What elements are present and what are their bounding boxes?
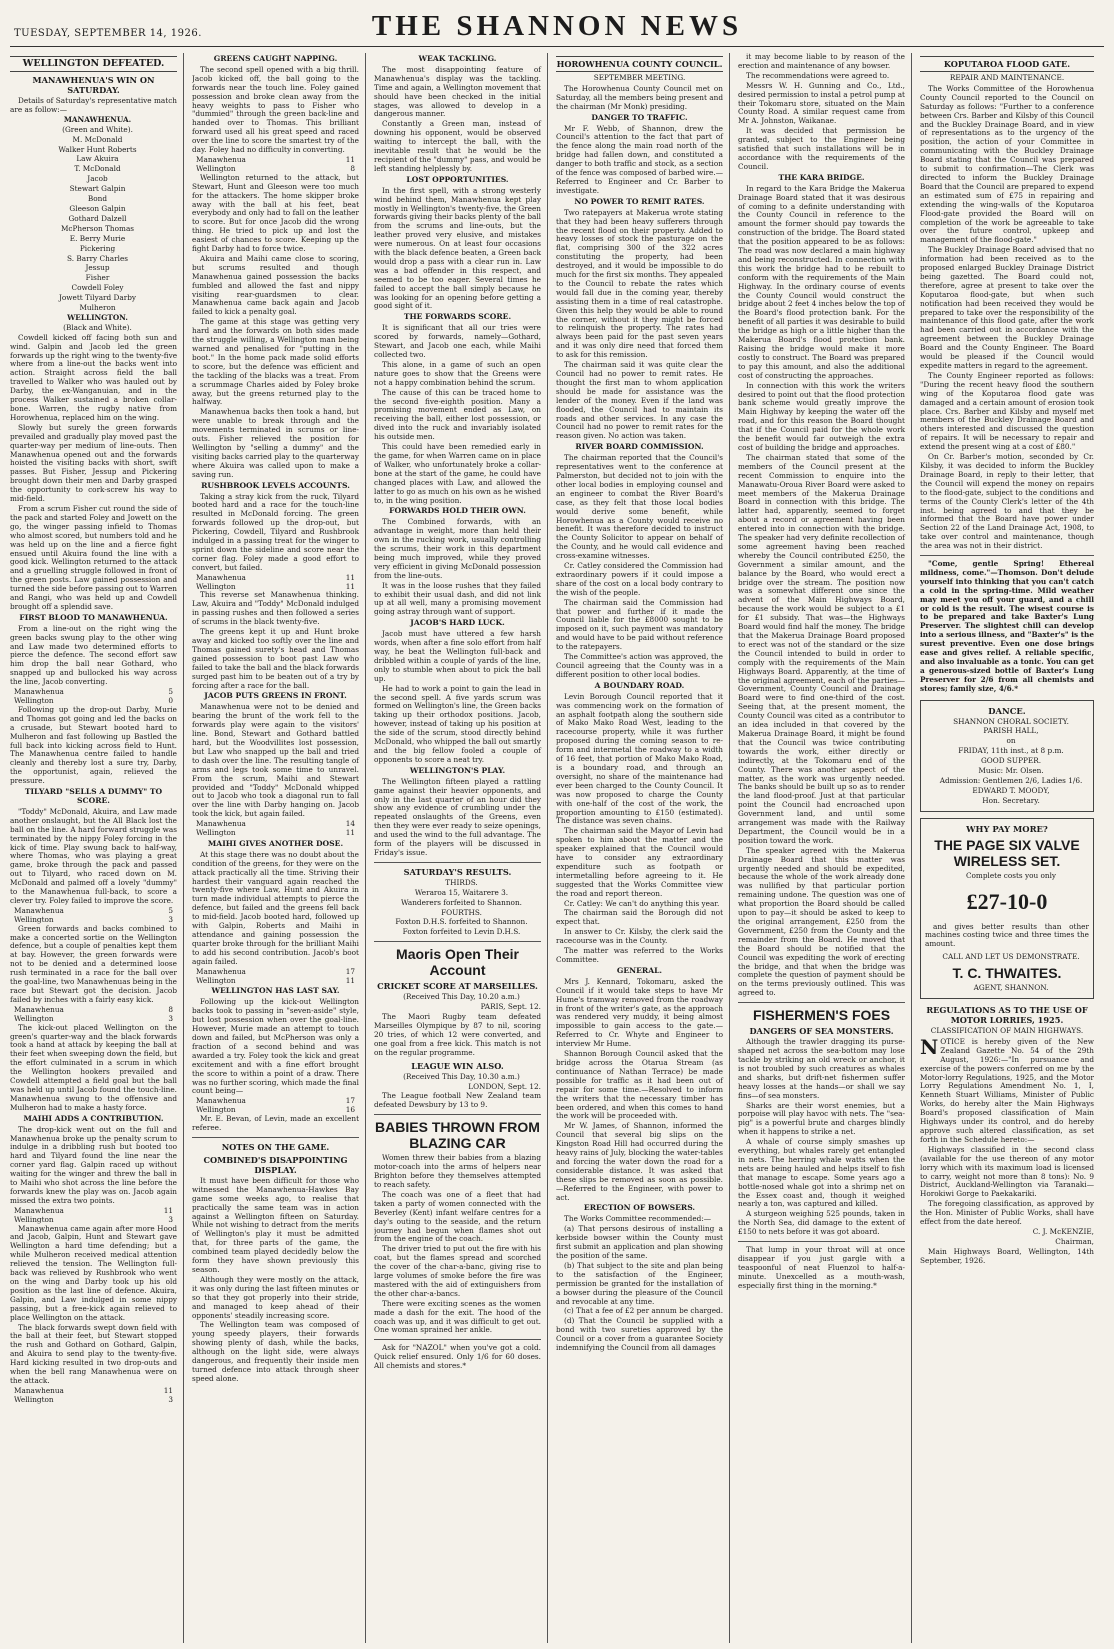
paragraph: It is significant that all our tries were scored by forwards, namely—Gothard, Stewart, and Jacob one each, while Maihi collected two. xyxy=(374,323,541,359)
score-table xyxy=(10,688,177,706)
paragraph: The Works Committee of the Horowhenua County Council reported to the Council on Saturday as follows: "Further to a conference between Crs. Barber and Kilsby of this Council and the Buckley Drainage Board, and in view of representations as to the urgency of the position, the action of your Committee in communicating with the Buckley Drainage Board stating that the Council was prepared to submit to confirmation—The Clerk was directed to inform the Buckley Drainage Board that the Council are prepared to expend an estimated sum of £75 in repairing and extending the wing-walls of the Koputaroa Flood-gate provided the Board will on completion of the work be agreeable to take over the future control, upkeep and management of the flood-gate." xyxy=(920,83,1094,245)
score-team: Wellington xyxy=(196,581,236,591)
paragraph: In answer to Cr. Kilsby, the clerk said the racecourse was in the County. xyxy=(556,927,723,946)
paragraph: Cr. Catley considered the Commission had extraordinary powers if it could impose a share of the cost on a local body contrary to the wish of the people. xyxy=(556,561,723,597)
paragraph: Mrs J. Kennard, Tokomaru, asked the Council if it would take steps to have Mr Hume's tramway removed from the roadway in front of the writer's gate, as the approach was rendered very muddy, it being almost impossible to gain access to the gate.—Referred to Cr. Whyte and Engineer to interview Mr Hume. xyxy=(556,976,723,1049)
score-points: 11 xyxy=(163,1385,173,1395)
section-heading: A BOUNDARY ROAD. xyxy=(594,680,685,690)
column-1 xyxy=(10,53,184,1643)
divider xyxy=(374,941,541,942)
score-points: 11 xyxy=(345,154,355,164)
paragraph: A sturgeon weighing 525 pounds, taken in the North Sea, did damage to the extent of £150 to nets before it was got aboard. xyxy=(738,1209,905,1237)
notice-heading: REGULATIONS AS TO THE USE OF MOTOR LORRIES, 1925. xyxy=(926,1005,1088,1026)
ad-text: and gives better results than other machines costing twice and three times the amount. xyxy=(925,921,1089,949)
paragraph: (c) That a fee of £2 per annum be charged. xyxy=(564,1306,724,1316)
paragraph: At this stage there was no doubt about the condition of the greens, for they were on the attack practically all the time. Striving their hardest their vanguard again reached the twenty-five where Law, Hunt and Akuira in turn made individual attempts to pierce the defence, but failed and the greens fell back to mid-field. Jacob booted hard, followed up with Galpin, Roberts and Maihi in attendance and gaining possession the quarter broke through for the brilliant Maihi to add his second contribution. Jacob's boot again failed. xyxy=(192,849,359,966)
paragraph: Following up the kick-out Wellington backs took to passing in "seven-aside" style, but lost possession when over the goal-line. However, Murie made an attempt to touch down and failed, but McPherson was only a fraction of a second behind and was awarded a try. Foley took the kick and great excitement and with a fine effort brought the score to within a point of a draw. There was no further scoring, which made the final count being— xyxy=(192,997,359,1096)
paragraph: It must have been difficult for those who witnessed the Manawhenua-Hawkes Bay game some weeks ago, to realise that practically the same team was in action against a Wellington fifteen on Saturday. While not wishing to detract from the merits of Wellington's play it must be admitted that, for three parts of the game, the combined team played decidedly below the form they have shown previously this season. xyxy=(192,1175,359,1274)
article-heading: KOPUTAROA FLOOD GATE. xyxy=(920,56,1094,72)
paragraph: Manawhenua were not to be denied and bearing the brunt of the work fell to the forwards play were again to the visitors' line. Bond, Stewart and Gothard battled hard, but the Woodvillites lost possession, but Law who snapped up the ball and tried to dash over the line. The resulting tangle of arms and legs took some time to unravel. From the scrum, Maihi and Stewart provided and "Toddy" McDonald whipped out to Jacob who took a diagonal run to fall over the line with Darby hanging on. Jacob took the kick, but again failed. xyxy=(192,702,359,819)
result-line: Wanderers forfeited to Shannon. xyxy=(401,897,522,907)
paragraph: Mr F. Webb, of Shannon, drew the Council's attention to the fact that part of the fence along the main road north of the bridge had fallen down, and constituted a danger to both traffic and stock, as a section of the fence was composed of barbed wire.—Referred to Engineer and Cr. Barber to investigate. xyxy=(556,123,723,195)
lineup-line: Fisher xyxy=(85,273,110,283)
article-heading: HOROWHENUA COUNTY COUNCIL. xyxy=(556,56,723,72)
article-subheading: REPAIR AND MAINTENANCE. xyxy=(949,73,1065,82)
paragraph: Taking a stray kick from the ruck, Tilyard booted hard and a race for the touch-line resulted in McDonald forcing. The green forwards followed up the drop-out, but Pickering, Cowdell, Tilyard and Rushbrook indulged in a passing treat for the winger to sprint down the sideline and score near the corner flag. Foley made a good effort to convert, but failed. xyxy=(192,491,359,572)
paragraph: The Buckley Drainage Board advised that no information had been received as to the proposed enlarged Buckley Drainage District being gazetted. The Board could not, therefore, agree at present to take over the Koputaroa flood-gate, but when such notification had been received they would be prepared to take over the responsibility of the maintenance of this flood gate, after the work had been carried out in accordance with the agreement between the Buckley Drainage Board and the County Engineer. The Board would be pleased if the Council would expedite matters in regard to the agreement. xyxy=(920,245,1094,370)
column-2 xyxy=(192,53,366,1643)
section-heading: ERECTION OF BOWSERS. xyxy=(583,1203,696,1213)
score-team: Manawhenua xyxy=(196,1096,246,1106)
dateline-place: PARIS, Sept. 12. xyxy=(480,1002,541,1012)
score-points: 11 xyxy=(345,828,355,838)
team-colours: (Black and White). xyxy=(63,322,132,332)
paragraph: This alone, in a game of such an open nature goes to show that the Greens were not a happy combination behind the scrum. xyxy=(374,359,541,387)
paragraph: Mr W. James, of Shannon, informed the Council that several big slips on the Kingston Road Hill had occurred during the heavy rains of July, blocking the water-tables and forcing the water down the road for a considerable distance. It was asked that these slips be removed as soon as possible.—Referred to the Engineer, with power to act. xyxy=(556,1121,723,1202)
section-heading: DANGER TO TRAFFIC. xyxy=(591,112,688,122)
score-row xyxy=(192,977,359,986)
paragraph: The Wellington team was composed of young speedy players, their forwards showing plenty of dash, while the backs, although on the light side, were always dangerous, and frequently their inside men turned defence into attack through sheer speed alone. xyxy=(192,1320,359,1383)
team-lineup xyxy=(10,136,177,313)
paragraph: Constantly a Green man, instead of downing his opponent, would be observed waiting to intercept the ball, with the inevitable result that he would be the recipient of the "dummy" pass, and would be left standing helplessly by. xyxy=(374,119,541,173)
team-name: WELLINGTON. xyxy=(67,312,128,322)
result-line: Foxton D.H.S. forfeited to Shannon. xyxy=(395,917,528,927)
section-heading: RUSHBROOK LEVELS ACCOUNTS. xyxy=(201,480,350,490)
section-heading: GENERAL. xyxy=(616,965,663,975)
score-points: 17 xyxy=(345,966,355,976)
ad-line: FRIDAY, 11th inst., at 8 p.m. xyxy=(958,746,1064,756)
score-team: Wellington xyxy=(14,914,54,924)
paragraph: Highways classified in the second class (available for the use thereon of any motor lorry which with its maximum load is licensed to carry, weight not more than 8 tons): No. 9 District, Auckland-Wellington via Taranaki—Horokiwi Gorge to Paekakariki. xyxy=(920,1144,1094,1199)
article-heading: LEAGUE WIN ALSO. xyxy=(411,1060,504,1071)
paragraph: The chairman said the Commission had that power and further if it made the Council liable for the £8000 sought to be imposed on it, such payment was mandatory and would have to be paid without reference to the ratepayers. xyxy=(556,597,723,652)
divider xyxy=(738,1002,905,1003)
section-heading: THE FORWARDS SCORE. xyxy=(403,312,512,322)
paragraph: Manawhenua came again after more Hood and Jacob, Galpin, Hunt and Stewart gave Wellington a hard time defending; but a while Mulheron received medical attention relieved the tension. The Wellington full-back was relieved by Rushbrook who went on the wing and Darby took up his old position as the last line of defence. Akuira, Galpin, and Law indulged in some nippy passing, but a free-kick again relieved to place Wellington on the attack. xyxy=(10,1223,177,1322)
score-team: Manawhenua xyxy=(196,572,246,582)
results-list xyxy=(374,879,541,937)
divider xyxy=(920,555,1094,556)
paragraph: Sharks are their worst enemies, but a porpoise will play havoc with nets. The "sea-pig" is a powerful brute and charges blindly when it happens to strike a net. xyxy=(738,1100,905,1137)
paragraph: In regard to the Kara Bridge the Makerua Drainage Board stated that it was desirous of coming to a definite understanding with the County Council in reference to the amount the former should pay towards the construction of the bridge. The Board stated that the position appeared to be as follows: The road was now declared a main highway and being reconstructed. In connection with this work the bridge had to be rebuilt to conform with the requirements of the Main Highway. In the ordinary course of events the County Council would construct the bridge about 2 feet 4 inches below the top of the Board's flood protection bank. For the benefit of all parties it was desirable to build the bridge as high or a little higher than the Makerua Board's flood protection bank. Raising the bridge would make it more costly to construct. The Board was prepared to pay this amount, and also the additional cost of constructing the approaches. xyxy=(738,183,905,380)
paragraph: It was in the loose rushes that they failed to exhibit their usual dash, and did not link up at all well, many a promising movement going astray through want of support. xyxy=(374,580,541,617)
ad-lines xyxy=(925,718,1089,806)
paragraph: The drop-kick went out on the full and Manawhenua broke up the penalty scrum to indulge in a dribbling rush but booted too hard and Tilyard found the line near the corner yard flag. Galpin raced up without waiting for the winger and threw the ball in to Maihi who shot across the line before the forwards knew the play was on. Jacob again missed the extra two points. xyxy=(10,1124,177,1205)
lineup-line: E. Berry Murie xyxy=(69,233,126,243)
score-table xyxy=(192,820,359,838)
paragraph: The League football New Zealand team defeated Dewsbury by 13 to 9. xyxy=(374,1091,541,1110)
article-subheading: MANAWHENUA'S WIN ON SATURDAY. xyxy=(32,75,155,95)
score-team: Manawhenua xyxy=(14,687,64,697)
paragraph: it may become liable to by reason of the erection and maintenance of any bowser. xyxy=(738,53,905,70)
divider xyxy=(738,1241,905,1242)
score-table xyxy=(192,156,359,174)
advertisement-text: Ask for "NAZOL" when you've got a cold. Quick relief ensured. Only 1/6 for 60 doses. All chemists and stores.* xyxy=(374,1343,541,1371)
section-heading: NO POWER TO REMIT RATES. xyxy=(574,196,705,206)
score-points: 14 xyxy=(345,819,355,829)
section-heading: JACOB'S HARD LUCK. xyxy=(410,618,505,628)
ad-tagline: WHY PAY MORE? xyxy=(966,823,1048,834)
paragraph: The Works Committee recommended:— xyxy=(564,1214,712,1224)
score-team: Wellington xyxy=(14,1394,54,1404)
section-heading: THE KARA BRIDGE. xyxy=(778,172,865,182)
score-team: Manawhenua xyxy=(14,905,64,915)
paragraph: Levin Borough Council reported that it was commencing work on the formation of an asphalt footpath along the southern side of Mako Mako Road West, leading to the racecourse property, while it was further proposed during the coming season to re-form and intermetal the roadway to a width of 16 feet, that portion of Mako Mako Road, is a boundary road, and through an oversight, no share of the maintenance had ever been charged to the County Council. It was now proposed to charge the County with one-half of the cost of the work, the proportion amounting to £150 (estimated). The distance was seven chains. xyxy=(556,691,723,826)
paragraph: The foregoing classification, as approved by the Hon. Minister of Public Works, shall have effect from the date hereof. xyxy=(920,1199,1094,1227)
paragraph: Women threw their babies from a blazing motor-coach into the arms of helpers near Brighton before they themselves attempted to reach safety. xyxy=(374,1153,541,1189)
section-heading: WELLINGTON'S PLAY. xyxy=(409,765,506,775)
paragraph: Mr. E. Bevan, of Levin, made an excellent referee. xyxy=(192,1114,359,1133)
paragraph: The greens kept it up and Hunt broke away and kicked too softly over the line and Thomas gained surety's head and Thomas gained possession to boot past Law who failed to take the ball and the black forwards surged past him to be beaten out of a try by forcing after a race for the ball. xyxy=(192,627,359,690)
paragraph: (d) That the Council be supplied with a bond with two sureties approved by the Council or a cover from a guarantee Society indemnifying the Council from all damages xyxy=(556,1316,723,1353)
paragraph: The cause of this can be traced home to the second five-eighth position. Many a promising movement ended as Law, on receiving the ball, either lost possession, or dived into the ruck and invariably isolated his outside men. xyxy=(374,387,541,442)
paragraph: From a scrum Fisher cut round the side of the pack and started Foley and Jowett on the go, the winger passing infield to Thomas who almost scored, but numbers told and he was held up on the line and a fierce fight ensued until Akuira found the line with a good kick. Wellington returned to the attack and a gruelling struggle followed in front of the green posts. Law gained possession and turned the side before passing out to Warren and Rangi, who was held up and Cowdell brought off a splendid save. xyxy=(10,503,177,611)
ad-price: £27-10-0 xyxy=(966,888,1048,914)
paragraph: The chairman reported that the Council's representatives went to the conference at Palmerston, but decided not to join with the other local bodies in employing counsel and an engineer to combat the River Board's case, as they felt that those local bodies would derive some benefit, while Horowhenua as a County would receive no benefit. It was therefore decided to instruct the County Solicitor to appear on behalf of the County, and he would call evidence and cross-examine witnesses. xyxy=(556,453,723,561)
signature-place: Main Highways Board, Wellington, 14th September, 1926. xyxy=(920,1246,1094,1265)
paragraph: The County Engineer reported as follows: "During the recent heavy flood the southern wing of the Koputaroa flood gate was damaged and a certain amount of erosion took place. Crs. Barber and Kilsby and myself met members of the Buckley Drainage Board and others interested and discussed the question of repairs. It will be necessary to repair and extend the present wing at a cost of £80." xyxy=(920,370,1094,452)
section-heading: WEAK TACKLING. xyxy=(418,54,497,63)
paragraph: Jacob must have uttered a few harsh words, when after a fine solo effort from half way, he beat the Wellington full-back and dribbled within a couple of yards of the line, only to stumble when about to pick the ball up. xyxy=(374,629,541,683)
article-subheading: CRICKET SCORE AT MARSEILLES. xyxy=(377,981,538,992)
paragraph: He had to work a point to gain the lead in the second spell. A five yards scrum was formed on Wellington's line, the Green backs taking up their orthodox positions. Jacob, however, instead of taking up his position at the side of the scrum, stood directly behind McDonald, who whipped the ball out smartly and the big fellow fooled a couple of opponents to score a neat try. xyxy=(374,683,541,764)
column-4 xyxy=(556,53,730,1643)
notice-subheading: CLASSIFICATION OF MAIN HIGHWAYS. xyxy=(930,1026,1084,1036)
score-points: 3 xyxy=(168,1013,173,1023)
drop-cap: N xyxy=(920,1034,939,1059)
paragraph: The Combined forwards, with an advantage in weight, more than held their own in the rucking work, usually controlling the scrums, their work in this department being much improved, while they proved very efficient in giving McDonald possession from the line-outs. xyxy=(374,517,541,580)
paragraph: Slowly but surely the green forwards prevailed and gradually play moved past the quarter-way per medium of line-outs. Then Manawhenua opened out and the forwards hoisted the visiting backs with short, swift passes. But Fisher, Jessup and Pickering brought down their men and Darby grasped the opportunity to cork-screw his way to mid-field. xyxy=(10,422,177,504)
newspaper-title: THE SHANNON NEWS xyxy=(371,10,743,42)
paragraph: The coach was one of a fleet that had taken a party of women connected with the Beverley (Kent) infant welfare centres for a day's outing to the seaside, and the return journey had begun when flames shot out from the engine of the coach. xyxy=(374,1189,541,1244)
score-points: 0 xyxy=(168,696,173,705)
paragraph: The Wellington fifteen played a rattling game against their heavier opponents, and only in the last quarter of an hour did they show any evidence of crumbling under the repeated onslaughts of the Greens, even then they were ever ready to seize openings, and used the wind to the full advantage. The form of the players will be discussed in Friday's issue. xyxy=(374,776,541,857)
paragraph: The chairman stated that some of the members of the Council present at the recent Commission to enquire into the Manawatu-Oroua River Board were asked to meet members of the Makerua Drainage Board in connection with this bridge. The latter had, apparently, seemed to forget about a record or agreement having been entered into in connection with the bridge. The speaker had very definite recollection of some agreement having been reached whereby the Council contributed £250, the Government a similar amount, and the balance by the Board, who would erect a bridge over the stream. The position now was a somewhat different one since the advent of the Main Highways Board, because the work would be subject to a £1 for £1 subsidy. That was—the Highways Board would find half the money. The bridge that the Makerua Drainage Board proposed to erect was not of the standard or the size the Council intended to build in order to comply with the requirements of the Main Highways Board. Apparently, at the time of the original agreement, each of the parties—Government, County Council and Drainage Board were to find one-third of the cost. Seeing that, at the present moment, the County Council was cited as a contributor to an idea included in that covered by the Makerua Drainage Board, it might be found that the Council was twice contributing towards the work, either directly or indirectly, at the Tokomaru end of the County. There was another aspect of the matter, as the work was urgently needed. The banks should be built up so as to render the land flood-proof. Just at that particular point the Council had encroached upon Government land, and until some arrangement was made with the Railway Department, the Council would be in a position toward the work. xyxy=(738,452,905,845)
paragraph: The chairman said the Borough did not expect that. xyxy=(556,908,723,927)
paragraph: It was decided that permission be granted, subject to the Engineer being satisfied that such installations will be in accordance with the requirements of the Council. xyxy=(738,126,905,171)
paragraph: OTICE is hereby given of the New Zealand Gazette No. 54 of the 29th August, 1926:—"In pursuance and exercise of the powers conferred on me by the Motor-lorry Regulations, 1925, and the Motor Lorry Regulations Amendment No. 1, I, Kenneth Stuart Williams, Minister of Public Works, do hereby alter the Main Highways Board's proposed classification of Main Highways under its control, and do hereby approve such altered classification, as set forth in the Schedule hereto:— xyxy=(920,1036,1094,1144)
score-points: 8 xyxy=(168,1004,173,1014)
lineup-line: Cowdell Foley xyxy=(71,283,124,293)
paragraph: Messrs W. H. Gunning and Co., Ltd., desired permission to instal a petrol pump at their Tokomaru store, situated on the Main County Road. A similar request came from Mr A. Johnston, Waikanae. xyxy=(738,80,905,126)
article-heading: SATURDAY'S RESULTS. xyxy=(403,866,512,877)
ad-text: Complete costs you only xyxy=(965,870,1057,880)
ad-line: EDWARD T. MOODY, xyxy=(972,785,1050,795)
paragraph: There were exciting scenes as the women made a dash for the exit. The hood of the coach was up, and it was difficult to get out. One woman sprained her ankle. xyxy=(374,1298,541,1335)
score-points: 17 xyxy=(345,1096,355,1106)
paragraph: The Horowhenua County Council met on Saturday, all the members being present and the chairman (Mr Monk) presiding. xyxy=(556,83,723,111)
columns xyxy=(10,53,1104,1643)
paragraph: The most disappointing feature of Manawhenua's display was the tackling. Time and again, a Wellington movement that should have been checked in the initial stages, was allowed to develop in a dangerous manner. xyxy=(374,64,541,119)
article-heading: NOTES ON THE GAME. xyxy=(221,1141,330,1152)
paragraph: This could have been remedied early in the game, for when Warren came on in place of Walker, who unfortunately broke a collar-bone at the start of the game, he could have changed places with Law, and allowed the latter to go as much on his own as he wished to, in the wing position. xyxy=(374,442,541,505)
paragraph: Although the trawler dragging its purse-shaped net across the sea-bottom may lose tackle by striking an old wreck or anchor, it is not troubled by such creatures as whales and sharks, but drift-net fishermen suffer heavy losses at the hands—or shall we say fins—of sea monsters. xyxy=(738,1037,905,1100)
article-heading: BABIES THROWN FROM BLAZING CAR xyxy=(375,1119,540,1152)
score-team: Manawhenua xyxy=(14,1205,64,1215)
score-points: 5 xyxy=(168,905,173,915)
dance-advertisement xyxy=(920,700,1094,812)
advertisement-text: That lump in your throat will at once disappear if you just gargle with a teaspoonful of neat Fluenzol to half-a-minute. Unexcelled as a mouth-wash, especially first thing in the morning.* xyxy=(738,1245,905,1290)
paragraph: The Committee's action was approved, the Council agreeing that the County was in a different position to other local bodies. xyxy=(556,652,723,679)
masthead xyxy=(10,6,1104,47)
paragraph: Although they were mostly on the attack, it was only during the last fifteen minutes or so that they got properly into their stride, and managed to keep ahead of their opponents' steadily increasing score. xyxy=(192,1274,359,1320)
ad-line: Hon. Secretary. xyxy=(982,795,1040,805)
score-points: 16 xyxy=(345,1105,355,1115)
section-heading: RIVER BOARD COMMISSION. xyxy=(575,442,704,452)
ad-name: T. C. THWAITES. xyxy=(952,965,1062,982)
section-heading: MAIHI GIVES ANOTHER DOSE. xyxy=(207,838,344,848)
lineup-line: T. McDonald xyxy=(74,164,121,174)
lineup-line: Pickering xyxy=(79,243,116,253)
advertisement-text: "Come, gentle Spring! Ethereal mildness, come."—Thomson. Don't delude yourself into thinking that you can't catch a cold in the spring-time. Mild weather may meet you off your guard, and a chill or cold is the result. The wisest course is to be prepared and take Baxter's Lung Preserver. The slightest chill can develop into a serious illness, and "Baxter's" is the surest preventive. Even one dose brings ease and gives relief. A reliable specific, and also invaluable as a tonic. You can get a generous-sized bottle of Baxter's Lung Preserver for 2/6 from all chemists and stores; family size, 4/6.* xyxy=(920,559,1094,693)
paragraph: "Toddy" McDonald, Akuira, and Law made another onslaught, but the All Black lost the ball on the line. A hard forward struggle was terminated by the nippy Foley forcing in the kick of time. Play swung back to half-way, where Thomas, who was playing a great game, broke through the pack and passed out to Tilyard, who raced down on M. McDonald and palmed off a lovely "dummy" to the Manawhenua full-back, to score a clever try. Foley failed to improve the score. xyxy=(10,806,177,905)
paragraph: This reverse set Manawhenua thinking. Law, Akuira and "Toddy" McDonald indulged in passing rushes and then followed a series of scrums in the black twenty-five. xyxy=(192,590,359,627)
score-points: 3 xyxy=(168,1394,173,1404)
paragraph: The recommendations were agreed to. xyxy=(746,70,890,80)
score-team: Manawhenua xyxy=(196,819,246,829)
score-team: Wellington xyxy=(196,163,236,173)
dateline: (Received This Day, 10.30 a.m.) xyxy=(403,1071,520,1081)
paragraph: Wellington returned to the attack, but Stewart, Hunt and Gleeson were too much for the attackers. The home skipper broke away with the ball at his feet, beat everybody and only had to fall on the leather to score. But for once Jacob did the wrong thing. He tried to pick up and lost the easiest of chances to score. Keeping up the fight Darby had to force twice. xyxy=(192,172,359,254)
issue-date: TUESDAY, SEPTEMBER 14, 1926. xyxy=(14,28,202,39)
score-team: Wellington xyxy=(196,975,236,985)
score-team: Manawhenua xyxy=(14,1004,64,1014)
divider xyxy=(374,862,541,863)
lineup-line: S. Barry Charles xyxy=(66,253,129,263)
ad-line: GOOD SUPPER. xyxy=(980,756,1042,766)
section-heading: JACOB PUTS GREENS IN FRONT. xyxy=(204,691,347,701)
score-table xyxy=(192,1097,359,1115)
team-name: MANAWHENUA. xyxy=(63,114,132,124)
ad-text: CALL AND LET US DEMONSTRATE. xyxy=(942,952,1080,962)
paragraph: (a) That persons desirous of installing a kerbside bowser within the County must first submit an application and plan showing the position of the same. xyxy=(556,1224,723,1260)
score-table xyxy=(192,574,359,592)
ad-line: PARISH HALL, xyxy=(983,726,1039,736)
score-team: Manawhenua xyxy=(196,966,246,976)
lineup-line: Mulheron xyxy=(79,303,116,313)
score-team: Wellington xyxy=(196,1105,236,1115)
article-heading: FISHERMEN'S FOES xyxy=(752,1007,891,1024)
score-points: 5 xyxy=(168,687,173,697)
paragraph: Cowdell kicked off facing both sun and wind. Galpin and Jacob led the green forwards up the right wing to the twenty-five where from a line-out the backs went into action. Straight across field the ball travelled to Walker who was hauled out by Darby, the ex-Wanganuian, and in the process Walker sustained a broken collar-bone. Warren, the rugby native from Horowhenua, replaced him on the wing. xyxy=(10,332,178,422)
signature: C. J. McKENZIE, xyxy=(1032,1226,1094,1236)
article-subheading: SEPTEMBER MEETING. xyxy=(593,73,686,82)
result-line: FOURTHS. xyxy=(441,907,482,917)
paragraph: The speaker agreed with the Makerua Drainage Board that this matter was urgently needed and should be expedited, because the whole of the work already done was nullified by that particular portion remaining undone. The question was one of what proportion the Board should be called upon to pay—it should be asked to keep to the original arrangement, £250 from the Government, £250 from the County and the remainder from the Board. He moved that the Board should be notified that the Council was expediting the work of erecting the bridge, and that when the bridge was complete the question of payment should be on the terms previously outlined. This was agreed to. xyxy=(738,845,905,998)
ad-line: Music: Mr. Olsen. xyxy=(978,766,1044,776)
score-team: Manawhenua xyxy=(196,154,246,164)
score-team: Wellington xyxy=(196,828,236,838)
score-points: 3 xyxy=(168,914,173,924)
ad-heading: THE PAGE SIX VALVE WIRELESS SET. xyxy=(934,836,1080,869)
team-colours: (Green and White). xyxy=(62,124,133,134)
lineup-line: Bond xyxy=(87,194,108,204)
divider xyxy=(192,1137,359,1138)
paragraph: The kick-out placed Wellington on the green's quarter-way and the black forwards took a hand at attack by keeping the ball at their feet when sweeping down the field, but the effort culminated in a scrum in which the Wellington hookers prevailed and Cowdell attempted a field goal but the ball was held up until Jacob found the touch-line. Manawhenua swung to the offensive and Mulheron had to make a hasty force. xyxy=(10,1022,177,1112)
paragraph: The Maori Rugby team defeated Marseilles Olympique by 87 to nil, scoring 20 tries, of which 12 were converted, and one goal from a free kick. This match is not on the regular programme. xyxy=(374,1012,541,1057)
paragraph: From a line-out on the right wing the green backs swung play to the other wing and Law made two determined efforts to pierce the defence. The second effort saw him drop the ball near Gothard, who snapped up and bullocked his way across the line, Jacob converting. xyxy=(10,623,177,687)
section-heading: FORWARDS HOLD THEIR OWN. xyxy=(389,506,526,516)
lineup-line: M. McDonald xyxy=(72,134,123,144)
paragraph: The game at this stage was getting very hard and the forwards on both sides made the struggle willing, a Wellington man being warned and penalised for "putting in the boot." In the home pack made solid efforts to score, but the defence was efficient and the tackling of the blacks was a treat. From a scrummage Charles aided by Foley broke away, but the greens returned play to the halfway. xyxy=(192,317,359,407)
score-team: Wellington xyxy=(14,1013,54,1023)
section-heading: TILYARD "SELLS A DUMMY" TO SCORE. xyxy=(24,787,163,805)
article-heading: Maoris Open Their Account xyxy=(396,946,519,979)
result-line: THIRDS. xyxy=(445,877,478,887)
score-team: Manawhenua xyxy=(14,1385,64,1395)
score-table xyxy=(10,907,177,925)
lineup-line: Jacob xyxy=(87,174,108,184)
score-table xyxy=(192,968,359,986)
column-3 xyxy=(374,53,548,1643)
ad-text: AGENT, SHANNON. xyxy=(973,983,1049,993)
divider xyxy=(374,1114,541,1115)
score-points: 11 xyxy=(163,1205,173,1215)
wireless-advertisement xyxy=(920,818,1094,999)
paragraph: The black forwards swept down field with the ball at their feet, but Stewart stopped the rush and Gothard on Gothard, Galpin, and Akuira to send play to the twenty-five. Hard kicking resulted in two drop-outs and when the bell rang Manawhenua were on the attack. xyxy=(10,1322,177,1385)
score-team: Wellington xyxy=(14,696,54,705)
signature-title: Chairman, xyxy=(1055,1236,1094,1246)
paragraph: Cr. Catley: We can't do anything this year. xyxy=(564,898,720,908)
lineup-line: McPherson Thomas xyxy=(60,223,135,233)
score-table xyxy=(10,1207,177,1225)
result-line: Weraroa 15, Waitarere 3. xyxy=(414,887,509,897)
paragraph: On Cr. Barber's motion, seconded by Cr. Kilsby, it was decided to inform the Buckley Drainage Board, in reply to their letter, that the Council will expend the money on repairs to the flood-gate, subject to the conditions and terms of the County Clerk's letter of the 4th inst. being agreed to and that they be informed that the Board have power under Section 22 of the Land Drainage Act, 1908, to take over control and maintenance, though the area was not in their district. xyxy=(920,452,1094,551)
section-heading: LOST OPPORTUNITIES. xyxy=(406,174,509,184)
paragraph: Shannon Borough Council asked that the bridge across the Otarua Stream (as continuance of Nathan Terrace) be made possible for traffic as it had been out of repair for some time.—Resolved to inform the writers that the necessary timber has been ordered, and when this comes to hand the work will be proceeded with. xyxy=(556,1049,723,1121)
section-heading: WELLINGTON HAS LAST SAY. xyxy=(211,986,340,996)
paragraph: The chairman said it was quite clear the Council had no power to remit rates. He thought the first man to whom application should be made for assistance was the lender of the money. Even if the land was flooded, the Council had to maintain its roads and other services. In any case the Council had no power to remit rates for the reason given. No action was taken. xyxy=(556,360,723,441)
lineup-line: Jessup xyxy=(85,263,110,273)
section-heading: FIRST BLOOD TO MANAWHENUA. xyxy=(19,612,168,622)
lineup-line: Gothard Dalzell xyxy=(68,213,127,223)
divider xyxy=(374,1339,541,1340)
paragraph: Details of Saturday's representative match are as follow:— xyxy=(10,96,177,114)
paragraph: The second spell opened with a big thrill. Jacob kicked off, the ball going to the forwards near the touch line. Foley gained possession and broke clean away from the heavy weights to pass to Fisher who "dummied" through the green back-line and handed over to Thomas. This brilliant forward used all his great speed and raced over the line to score the smartest try of the day. Foley had no difficulty in converting. xyxy=(192,64,359,155)
paragraph: A whale of course simply smashes up everything, but whales rarely get entangled in nets. The herring whale watts when the nets are being hauled and helps itself to fish that manage to escape. Some years ago a bottle-nosed whale got into a shrimp net on the Essex coast and, though it weighed nearly a ton, was captured and killed. xyxy=(738,1137,905,1209)
lineup-line: Stewart Galpin xyxy=(69,184,126,194)
paragraph: (b) That subject to the site and plan being to the satisfaction of the Engineer, permission be granted for the installation of a bowser during the pleasure of the Council and revocable at any time. xyxy=(556,1260,723,1306)
ad-line: SHANNON CHORAL SOCIETY. xyxy=(953,716,1069,726)
paragraph: The matter was referred to the Works Committee. xyxy=(556,946,723,964)
score-team: Wellington xyxy=(14,1214,54,1224)
lineup-line: Jowett Tilyard Darby xyxy=(58,293,137,303)
lineup-line: Walker Hunt Roberts xyxy=(58,144,137,154)
article-subheading: DANGERS OF SEA MONSTERS. xyxy=(749,1026,894,1037)
paragraph: In connection with this work the writers desired to point out that the flood protection bank scheme would greatly improve the Main Highway by keeping the water off the road, and for this reason the Board thought that if the Council paid for the whole work the benefit would far outweigh the extra cost of building the bridge and approaches. xyxy=(738,380,905,452)
score-points: 3 xyxy=(168,1214,173,1224)
ad-heading: DANCE. xyxy=(988,705,1026,716)
paragraph: Green forwards and backs combined to make a concerted sortie on the Wellington defence, but a couple of penalties kept them at bay. However, the green forwards were not to be denied and a determined loose rush terminated in a race for the ball over the goal-line, two Manawhenuas being in the race but Stewart got the decision. Jacob failed by inches with a fairly easy kick. xyxy=(10,923,177,1004)
score-row xyxy=(10,1396,177,1405)
paragraph: The driver tried to put out the fire with his coat, but the flames spread and scorched the cover of the char-a-banc, giving rise to large volumes of smoke before the fire was mastered with the aid of extinguishers from the other char-a-bancs. xyxy=(374,1244,541,1298)
paragraph: Manawhenua backs then took a hand, but were unable to break through and the movements terminated in scrums or line-outs. Fisher relieved the position for Wellington by "selling a dummy" and the visiting backs carried play to the quarterway where Akuira was called upon to make a saving run. xyxy=(192,407,359,479)
paragraph: Two ratepayers at Makerua wrote stating that they had been heavy sufferers through the recent flood on their property. Added to heavy losses of stock the pasturage on the flat, comprising 300 of the 322 acres constituting the property, had been destroyed, and it would be impossible to do much for the first six months. They appealed to the Council to rebate the rates which would fall due in the coming year, thereby assisting them in a time of real catastrophe. Given this help they would be able to round the corner, without it they might be forced to relinquish the property. The rates had always been paid for the past seven years and it was only dire need that forced them to ask for this remission. xyxy=(556,207,723,360)
section-heading: MAIHI ADDS A CONTRIBUTION. xyxy=(23,1113,164,1123)
score-points: 11 xyxy=(345,975,355,985)
score-points: 11 xyxy=(345,572,355,582)
score-row xyxy=(192,829,359,838)
lineup-line: Law Akuira xyxy=(76,154,119,164)
paragraph: In the first spell, with a strong westerly wind behind them, Manawhenua kept play mostly in Wellington's twenty-five, the Green forwards giving their backs plenty of the ball from the scrums and line-outs, but the leather proved very elusive, and mistakes were numerous. On at least four occasions with the black defence beaten, a Green back would drop a pass with a clear run in. Law was a bad offender in this respect, and seemed to be too eager. Several times he failed to accept the ball simply because he was looking for an opening before getting a good sight of it. xyxy=(374,185,542,311)
column-6 xyxy=(920,53,1094,1643)
score-table xyxy=(10,1006,177,1024)
score-points: 11 xyxy=(345,581,355,591)
paragraph: Akuira and Maihi came close to scoring, but scrums resulted and though Manawhenua gained possession the backs fumbled and allowed the fast and nippy visiting rear-guardsmen to clear. Manawhenua came back again and Jacob failed to kick a penalty goal. xyxy=(192,253,359,317)
section-heading: GREENS CAUGHT NAPPING. xyxy=(213,54,338,63)
score-table xyxy=(10,1387,177,1405)
article-subheading: COMBINED'S DISAPPOINTING DISPLAY. xyxy=(203,1154,348,1175)
article-heading: WELLINGTON DEFEATED. xyxy=(10,56,177,72)
result-line: Foxton forfeited to Levin D.H.S. xyxy=(402,927,521,937)
column-5 xyxy=(738,53,912,1643)
lineup-line: Gleeson Galpin xyxy=(69,203,126,213)
paragraph: Following up the drop-out Darby, Murie and Thomas got going and led the backs on a crusade, but Stewart booted hard to Mulheron and fast following up Bastled the full back into kicking across field to Hunt. The Manawhenua centre failed to handle cleanly and thereby lost a sure try, Darby, the opportunist, again, relieved the pressure. xyxy=(10,704,177,786)
score-points: 8 xyxy=(350,163,355,173)
ad-line: Admission: Gentlemen 2/6, Ladies 1/6. xyxy=(939,775,1083,785)
dateline: (Received This Day, 10.20 a.m.) xyxy=(403,992,520,1002)
dateline-place: LONDON, Sept. 12. xyxy=(468,1081,541,1091)
ad-line: on xyxy=(1006,736,1016,746)
paragraph: The chairman said the Mayor of Levin had spoken to him about the matter and the speaker explained that the Council would have to consider any extraordinary expenditure such as footpath or intermetalling before agreeing to it. He suggested that the Works Committee view the road and report thereon. xyxy=(556,826,723,898)
